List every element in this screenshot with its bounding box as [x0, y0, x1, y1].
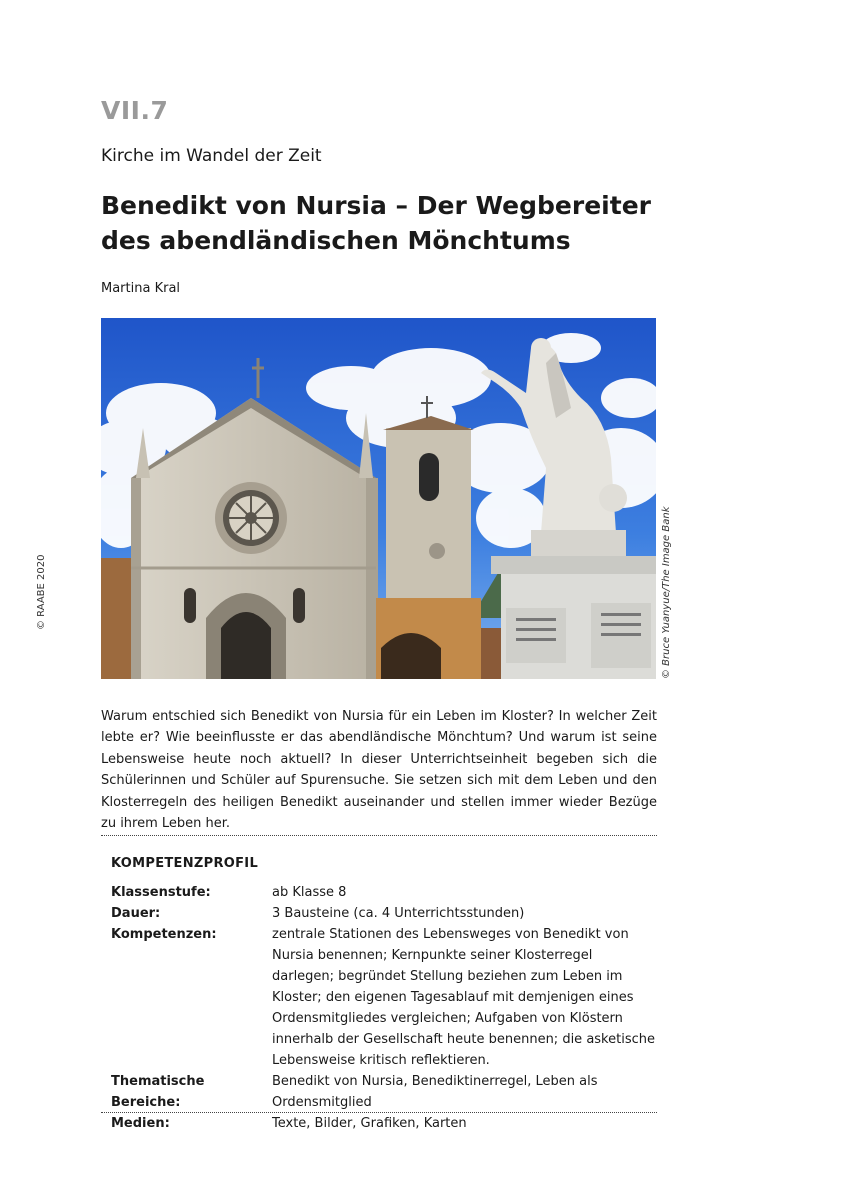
row-label: Thematische Bereiche:	[111, 1074, 205, 1110]
table-row	[111, 882, 657, 903]
intro-paragraph: Warum entschied sich Benedikt von Nursia für ein Leben im Kloster? In welcher Zeit lebte er? Wie beeinflusste er das abendländische Mönchtum? Und warum ist seine Lebensweise heute noch aktuell? In dieser Unterrichtseinheit begeben sich die Schülerinnen und Schüler auf Spurensuche. Sie setzen sich mit dem Leben und den Klosterregeln des heiligen Benedikt auseinander und stellen immer wieder Bezüge zu ihrem Leben her.	[101, 709, 657, 832]
row-label: Dauer:	[111, 906, 161, 921]
dotted-divider-bottom	[101, 1112, 657, 1113]
section-number: VII.7	[101, 96, 169, 125]
copyright-note: © RAABE 2020	[36, 554, 47, 630]
row-label: Medien:	[111, 1116, 170, 1131]
author-name: Martina Kral	[101, 281, 181, 296]
table-row	[111, 1071, 657, 1113]
row-value: zentrale Stationen des Lebensweges von Benedikt von Nursia benennen; Kernpunkte seiner Klosterregel darlegen; begründet Stellung beziehen zum Leben im Kloster; den eigenen Tagesablauf mit demjenigen eines Ordensmitgliedes vergleichen; Aufgaben von Klöstern innerhalb der Gesellschaft heute benennen; die asketische Lebensweise kritisch reflektieren.	[272, 927, 655, 1068]
title-line-1: Benedikt von Nursia – Der Wegbereiter	[101, 191, 651, 220]
table-row	[111, 924, 657, 1071]
kompetenzprofil-heading: KOMPETENZPROFIL	[111, 856, 259, 871]
kompetenzprofil-table	[111, 882, 657, 1134]
table-row	[111, 903, 657, 924]
chapter-subtitle: Kirche im Wandel der Zeit	[101, 146, 322, 166]
row-value: Benedikt von Nursia, Benediktinerregel, Leben als Ordensmitglied	[272, 1074, 598, 1110]
row-value: Texte, Bilder, Grafiken, Karten	[272, 1116, 467, 1131]
table-row	[111, 1113, 657, 1134]
church-statue-photo	[101, 318, 656, 679]
photo-credit: © Bruce Yuanyue/The Image Bank	[661, 506, 672, 679]
row-value: 3 Bausteine (ca. 4 Unterrichtsstunden)	[272, 906, 525, 921]
row-value: ab Klasse 8	[272, 885, 347, 900]
title-line-2: des abendländischen Mönchtums	[101, 226, 571, 255]
page-title	[101, 188, 661, 258]
row-label: Klassenstufe:	[111, 885, 211, 900]
dotted-divider-top	[101, 835, 657, 836]
row-label: Kompetenzen:	[111, 927, 217, 942]
